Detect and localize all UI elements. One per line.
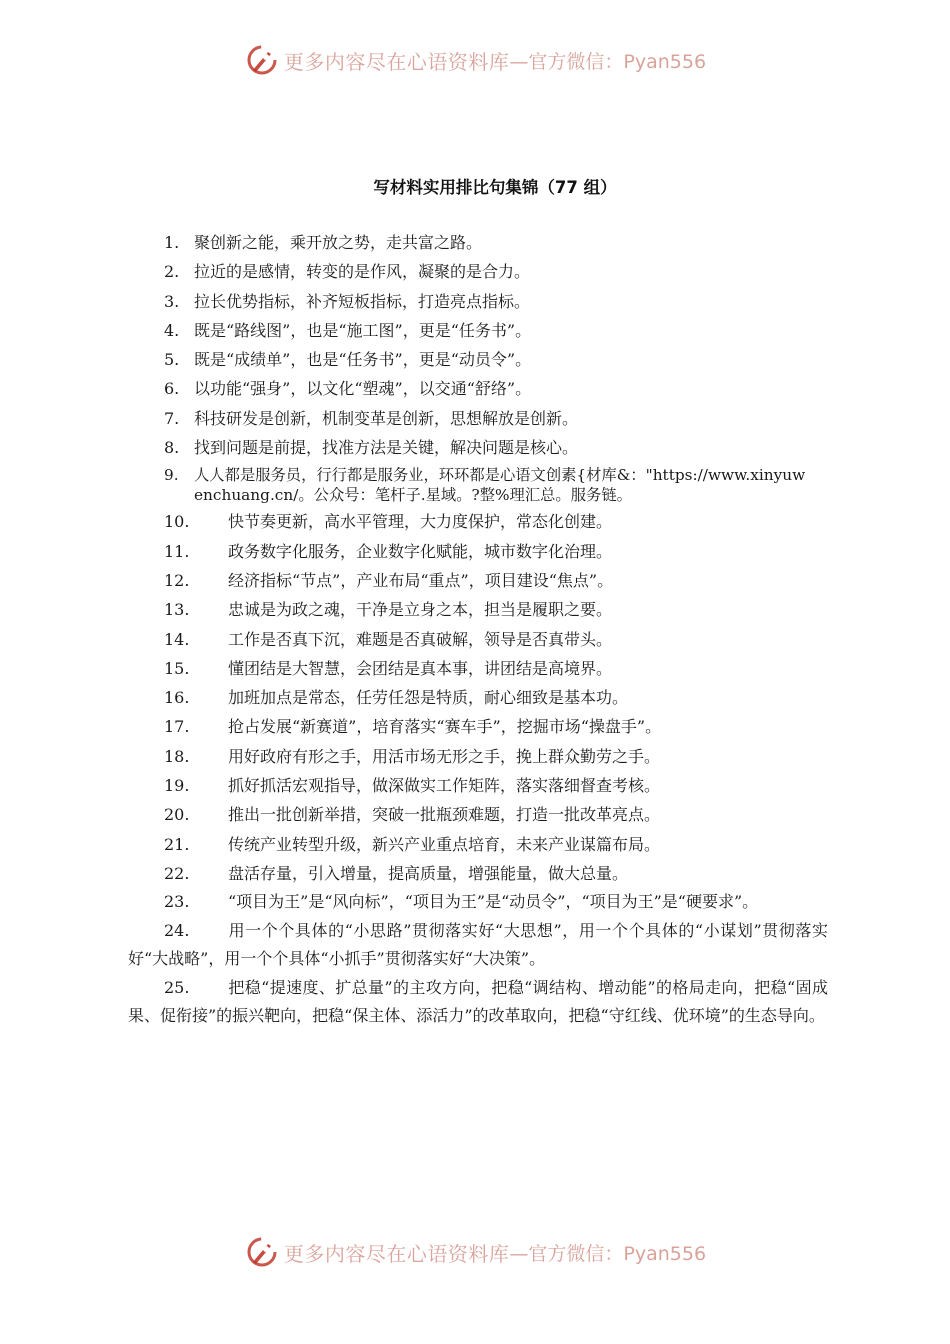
- item-number: 9.: [164, 466, 179, 485]
- item-text: 用一个个具体的“小思路”贯彻落实好“大思想”，用一个个具体的“小谋划”贯彻落实好“大战略”，用一个个具体“小抓手”贯彻落实好“大决策”。: [128, 920, 828, 969]
- item-text: 工作是否真下沉，难题是否真破解，领导是否真带头。: [228, 629, 613, 649]
- list-item: [128, 345, 828, 374]
- item-number: 25.: [164, 977, 190, 997]
- list-item: [128, 859, 828, 888]
- item-text: 抓好抓活宏观指导，做深做实工作矩阵，落实落细督查考核。: [228, 776, 661, 796]
- item-text: 政务数字化服务，企业数字化赋能，城市数字化治理。: [228, 541, 613, 561]
- item-text: 传统产业转型升级，新兴产业重点培育，未来产业谋篇布局。: [228, 834, 661, 854]
- item-text: 推出一批创新举措，突破一批瓶颈难题，打造一批改革亮点。: [228, 805, 661, 825]
- brush-logo-icon: [244, 42, 280, 78]
- item-number: 6.: [164, 379, 180, 399]
- list-item: [128, 742, 828, 771]
- item-text: “项目为王”是“风向标”，“项目为王”是“动员令”，“项目为王”是“硬要求”。: [228, 892, 759, 912]
- item-text: 经济指标“节点”，产业布局“重点”，项目建设“焦点”。: [228, 570, 614, 590]
- item-text: 人人都是服务员，行行都是服务业，环环都是心语文创素{材库&："https://www.xinyuwenchuang.cn/。公众号：笔杆子.星域。?整%理汇总。服务链。: [194, 466, 806, 505]
- item-number: 1.: [164, 233, 180, 252]
- item-number: 13.: [164, 600, 190, 620]
- brush-logo-icon: [244, 1234, 280, 1270]
- item-number: 3.: [164, 291, 180, 311]
- item-number: 19.: [164, 776, 190, 796]
- list-item: [128, 800, 828, 829]
- list-paragraph: [128, 974, 828, 1031]
- list-item: [128, 566, 828, 595]
- item-number: 16.: [164, 688, 190, 708]
- item-number: 11.: [164, 541, 190, 561]
- list-item: [128, 287, 828, 316]
- banner-wechat: —官方微信：Pyan556: [509, 1242, 707, 1265]
- banner-brand: 更多内容尽在心语资料库: [283, 1241, 510, 1266]
- item-number: 8.: [164, 438, 180, 458]
- item-text: 把稳“提速度、扩总量”的主攻方向，把稳“调结构、增动能”的格局走向，把稳“固成果、促衔接”的振兴靶向，把稳“保主体、添活力”的改革取向，把稳“守红线、优环境”的生态导向。: [128, 977, 828, 1026]
- sentence-list: [128, 228, 828, 1031]
- item-number: 5.: [164, 350, 180, 370]
- item-text: 聚创新之能，乘开放之势，走共富之路。: [194, 233, 483, 252]
- item-text: 找到问题是前提，找准方法是关键，解决问题是核心。: [194, 438, 579, 458]
- item-number: 18.: [164, 746, 190, 766]
- item-text: 忠诚是为政之魂，干净是立身之本，担当是履职之要。: [228, 600, 613, 620]
- item-number: 21.: [164, 834, 190, 854]
- item-number: 17.: [164, 717, 190, 737]
- item-number: 20.: [164, 805, 190, 825]
- item-text: 拉长优势指标，补齐短板指标，打造亮点指标。: [194, 291, 531, 311]
- footer-banner: [0, 1232, 950, 1272]
- list-item: [128, 654, 828, 683]
- item-text: 抢占发展“新赛道”，培育落实“赛车手”，挖掘市场“操盘手”。: [228, 717, 662, 737]
- list-item: [128, 830, 828, 859]
- item-number: 10.: [164, 512, 190, 532]
- item-text: 既是“路线图”，也是“施工图”，更是“任务书”。: [194, 320, 532, 340]
- item-number: 12.: [164, 570, 190, 590]
- list-paragraph: [128, 888, 828, 917]
- header-banner: [0, 40, 950, 80]
- banner-brand: 更多内容尽在心语资料库: [283, 49, 510, 74]
- list-item: [128, 771, 828, 800]
- list-item: [128, 228, 828, 257]
- list-item: [128, 433, 828, 462]
- item-text: 用好政府有形之手，用活市场无形之手，挽上群众勤劳之手。: [228, 746, 661, 766]
- item-number: 7.: [164, 408, 180, 428]
- item-text: 快节奏更新，高水平管理，大力度保护，常态化创建。: [228, 512, 613, 532]
- item-number: 14.: [164, 629, 190, 649]
- item-text: 科技研发是创新，机制变革是创新，思想解放是创新。: [194, 408, 579, 428]
- list-item: [128, 257, 828, 286]
- item-text: 懂团结是大智慧，会团结是真本事，讲团结是高境界。: [228, 658, 613, 678]
- banner-wechat: —官方微信：Pyan556: [509, 50, 707, 73]
- item-number: 22.: [164, 863, 190, 883]
- list-item: [128, 507, 828, 536]
- item-text: 盘活存量，引入增量，提高质量，增强能量，做大总量。: [228, 863, 629, 883]
- item-text: 以功能“强身”，以文化“塑魂”，以交通“舒络”。: [194, 379, 532, 399]
- list-item: [128, 404, 828, 433]
- list-item: [128, 712, 828, 741]
- list-paragraph: [128, 917, 828, 974]
- item-text: 既是“成绩单”，也是“任务书”，更是“动员令”。: [194, 350, 532, 370]
- list-item: [128, 462, 828, 507]
- item-text: 加班加点是常态，任劳任怨是特质，耐心细致是基本功。: [228, 688, 629, 708]
- item-number: 24.: [164, 920, 190, 940]
- list-item: [128, 595, 828, 624]
- list-item: [128, 537, 828, 566]
- page-title: 写材料实用排比句集锦（77 组）: [373, 178, 617, 197]
- item-number: 23.: [164, 892, 190, 912]
- list-item: [128, 374, 828, 403]
- list-item: [128, 625, 828, 654]
- item-number: 15.: [164, 658, 190, 678]
- list-item: [128, 683, 828, 712]
- item-number: 4.: [164, 320, 180, 340]
- item-text: 拉近的是感情，转变的是作风，凝聚的是合力。: [194, 262, 531, 282]
- item-number: 2.: [164, 262, 180, 282]
- list-item: [128, 316, 828, 345]
